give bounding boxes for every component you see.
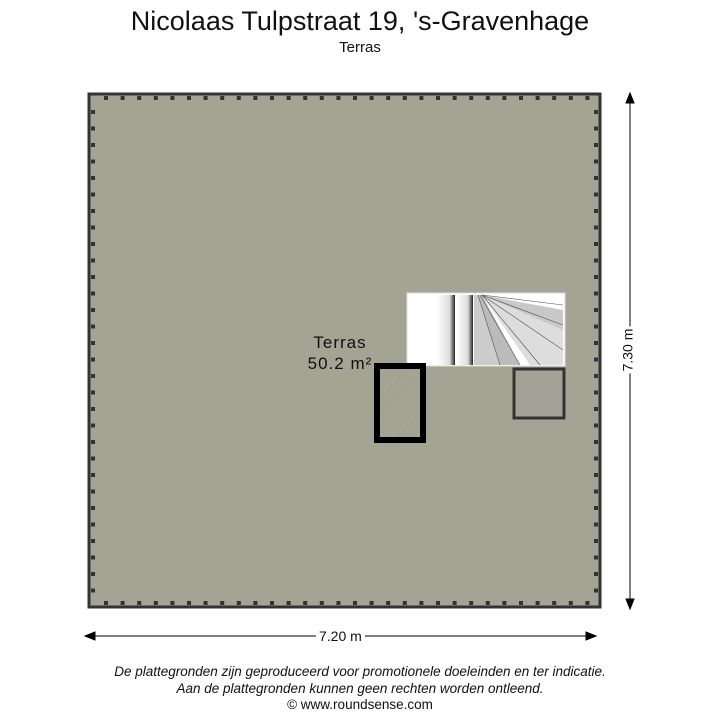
railing-post [237,601,241,605]
railing-post [502,601,506,605]
railing-post [594,143,598,147]
railing-post [91,490,95,494]
railing-post [170,96,174,100]
railing-post [253,601,257,605]
railing-post [91,308,95,312]
railing-post [569,96,573,100]
railing-post [594,275,598,279]
railing-post [287,96,291,100]
railing-post [91,556,95,560]
railing-post [594,358,598,362]
railing-post [91,391,95,395]
railing-post [237,96,241,100]
railing-post [253,96,257,100]
railing-post [91,358,95,362]
railing-post [594,110,598,114]
railing-post [320,96,324,100]
railing-post [594,160,598,164]
railing-post [320,601,324,605]
railing-post [91,407,95,411]
railing-post [436,601,440,605]
railing-post [594,572,598,576]
railing-post [270,96,274,100]
railing-post [91,193,95,197]
railing-post [91,209,95,213]
railing-post [594,506,598,510]
railing-post [594,193,598,197]
railing-post [336,601,340,605]
railing-post [137,601,141,605]
railing-post [370,96,374,100]
railing-post [594,374,598,378]
railing-post [287,601,291,605]
railing-post [91,127,95,131]
railing-post [303,96,307,100]
railing-post [594,490,598,494]
railing-post [154,601,158,605]
railing-post [91,523,95,527]
railing-post [386,96,390,100]
railing-post [121,601,125,605]
railing-post [91,572,95,576]
railing-post [552,601,556,605]
railing-post [353,601,357,605]
railing-post [104,601,108,605]
railing-post [187,601,191,605]
railing-post [91,473,95,477]
width-label: 7.20 m [316,628,365,644]
railing-post [594,457,598,461]
railing-post [519,601,523,605]
railing-post [204,96,208,100]
railing-post [91,589,95,593]
railing-post [594,523,598,527]
disclaimer-line-1: De plattegronden zijn geproduceerd voor promotionele doeleinden en ter indicatie. [114,664,606,679]
railing-post [594,242,598,246]
railing-post [336,96,340,100]
railing-post [594,440,598,444]
railing-post [91,275,95,279]
railing-post [585,601,589,605]
railing-post [91,242,95,246]
railing-post [569,601,573,605]
room-label [290,332,390,374]
railing-post [154,96,158,100]
railing-post [353,96,357,100]
railing-post [91,292,95,296]
floor-name: Terras [339,39,381,56]
railing-post [91,457,95,461]
railing-post [403,601,407,605]
railing-post [594,325,598,329]
railing-post [502,96,506,100]
staircase [407,293,565,366]
railing-post [486,96,490,100]
railing-post [91,160,95,164]
chimney-block [514,369,564,418]
disclaimer-line-2: Aan de plattegronden kunnen geen rechten worden ontleend. [176,681,544,696]
depth-label: 7.30 m [619,328,636,372]
railing-post [594,407,598,411]
room-area: 50.2 m² [307,354,373,373]
railing-post [594,539,598,543]
railing-post [121,96,125,100]
railing-post [91,110,95,114]
railing-post [419,601,423,605]
railing-post [386,601,390,605]
railing-post [594,556,598,560]
railing-post [436,96,440,100]
copyright: © www.roundsense.com [287,697,433,712]
railing-post [220,601,224,605]
railing-post [469,601,473,605]
room-name: Terras [313,333,367,352]
railing-post [594,292,598,296]
railing-post [91,143,95,147]
railing-post [594,473,598,477]
railing-post [594,391,598,395]
railing-post [303,601,307,605]
railing-post [91,424,95,428]
railing-post [91,226,95,230]
railing-post [270,601,274,605]
roof-hatch [377,366,423,440]
railing-post [536,96,540,100]
railing-post [91,259,95,263]
railing-post [91,176,95,180]
railing-post [594,341,598,345]
railing-post [453,601,457,605]
railing-post [552,96,556,100]
railing-post [594,226,598,230]
railing-post [486,601,490,605]
railing-post [91,374,95,378]
railing-post [137,96,141,100]
railing-post [453,96,457,100]
railing-post [91,325,95,329]
railing-post [594,424,598,428]
railing-post [91,506,95,510]
railing-post [170,601,174,605]
railing-post [187,96,191,100]
railing-post [403,96,407,100]
railing-post [594,209,598,213]
railing-post [594,308,598,312]
railing-post [204,601,208,605]
railing-post [594,259,598,263]
railing-post [91,440,95,444]
page-title: Nicolaas Tulpstraat 19, 's-Gravenhage [130,6,590,36]
railing-post [220,96,224,100]
railing-post [469,96,473,100]
railing-post [370,601,374,605]
railing-post [91,539,95,543]
railing-post [419,96,423,100]
railing-post [594,127,598,131]
railing-post [536,601,540,605]
railing-post [91,341,95,345]
railing-post [585,96,589,100]
railing-post [594,176,598,180]
railing-post [104,96,108,100]
railing-post [594,589,598,593]
railing-post [519,96,523,100]
